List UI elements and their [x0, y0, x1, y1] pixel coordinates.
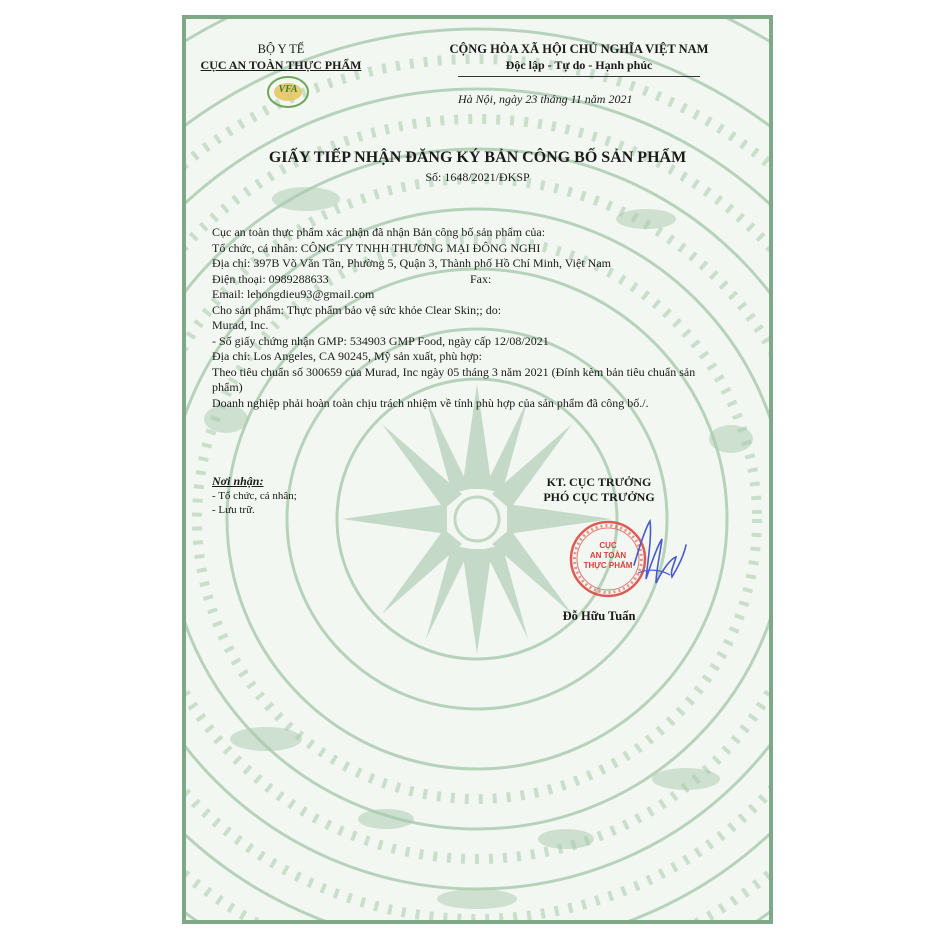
signer-name: Đỗ Hữu Tuấn [562, 609, 636, 623]
certificate-document [182, 15, 773, 924]
header-left [186, 41, 376, 73]
origin: Địa chỉ: Los Angeles, CA 90245, Mỹ sản xuất, phù hợp: [212, 349, 482, 363]
recipient-item: - Tổ chức, cá nhân; [212, 490, 297, 502]
stamp-line2: AN TOÀN [589, 551, 627, 560]
phone-row [212, 272, 742, 288]
signature-line1: KT. CỤC TRƯỞNG [546, 475, 652, 489]
signature-title [504, 475, 694, 505]
document-title: GIẤY TIẾP NHẬN ĐĂNG KÝ BẢN CÔNG BỐ SẢN PHẨM [268, 149, 687, 166]
motto-underline [458, 76, 700, 77]
stamp-line1: CỤC [599, 541, 617, 550]
logo-text: VFA [278, 84, 298, 95]
department-name: CỤC AN TOÀN THỰC PHẨM [200, 58, 362, 72]
manufacturer: Murad, Inc. [212, 318, 269, 332]
country-name: CỘNG HÒA XÃ HỘI CHỦ NGHĨA VIỆT NAM [449, 42, 709, 56]
address: Địa chỉ: 397B Võ Văn Tần, Phường 5, Quận 3, Thành phố Hồ Chí Minh, Việt Nam [212, 256, 611, 270]
product: Cho sản phẩm: Thực phẩm bảo vệ sức khỏe Clear Skin;; do: [212, 302, 502, 317]
recipient-item: - Lưu trữ. [212, 504, 255, 516]
recipients [212, 474, 297, 517]
standard: Theo tiêu chuẩn số 300659 của Murad, Inc ngày 05 tháng 3 năm 2021 (Đính kèm bản tiêu chuẩn sản phẩm) [212, 364, 696, 394]
gmp-certificate: - Số giấy chứng nhận GMP: 534903 GMP Food, ngày cấp 12/08/2021 [212, 333, 549, 348]
recipients-label: Nơi nhận: [212, 474, 264, 488]
fax: Fax: [470, 271, 492, 286]
header-right [404, 41, 754, 73]
email: Email: lehongdieu93@gmail.com [212, 287, 375, 301]
stamp-line3: THỰC PHẨM [583, 561, 633, 570]
signature-line2: PHÓ CỤC TRƯỞNG [543, 490, 655, 504]
document-number: Số: 1648/2021/ĐKSP [425, 170, 530, 184]
ministry-name: BỘ Y TẾ [257, 42, 305, 56]
phone: Điện thoại: 0989288633 [212, 271, 329, 286]
vfa-logo [266, 75, 310, 109]
intro-text: Cục an toàn thực phẩm xác nhận đã nhận Bản công bố sản phẩm của: [212, 225, 546, 239]
organization: Tổ chức, cá nhân: CÔNG TY TNHH THƯƠNG MẠI ĐÔNG NGHI [212, 240, 541, 255]
place-date: Hà Nội, ngày 23 tháng 11 năm 2021 [458, 92, 633, 106]
document-body [212, 225, 742, 411]
responsibility: Doanh nghiệp phải hoàn toàn chịu trách nhiệm về tính phù hợp của sản phẩm đã công bố./. [212, 395, 649, 410]
handwritten-signature [626, 515, 696, 595]
motto: Độc lập - Tự do - Hạnh phúc [505, 58, 653, 72]
